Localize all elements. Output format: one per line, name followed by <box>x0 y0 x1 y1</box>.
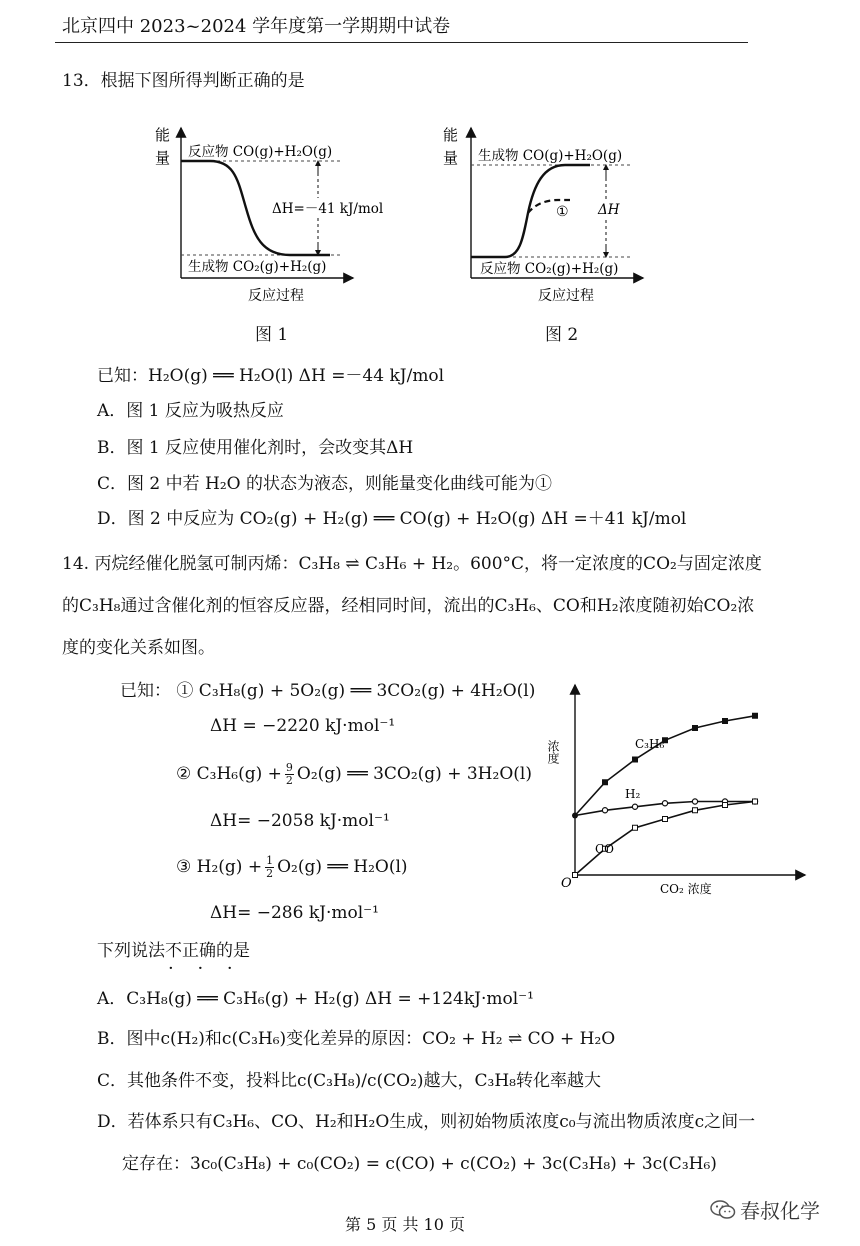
fraction-one-half: $\frac{1}{2}$ <box>266 854 274 880</box>
wechat-icon <box>710 1199 736 1226</box>
q14-known-2 <box>176 762 532 787</box>
fig2-xlabel: 反应过程 <box>538 288 594 304</box>
q14-option-c: C．其他条件不变，投料比c(C₃H₈)/c(CO₂)越大，C₃H₈转化率越大 <box>97 1071 601 1091</box>
q13-stem: 13．根据下图所得判断正确的是 <box>62 71 305 91</box>
q13-figure-2 <box>440 118 680 317</box>
fig2-dh-label: ΔH <box>598 202 620 218</box>
series-point-0-6 <box>753 713 758 718</box>
header-rule <box>55 42 748 43</box>
series-point-0-1 <box>603 780 608 785</box>
q14-option-d-line-2: 定存在：3c₀(C₃H₈) + c₀(CO₂) = c(CO) + c(CO₂) + 3c(C₃H₈) + 3c(C₃H₆) <box>122 1154 717 1174</box>
shared-start-point <box>572 813 578 819</box>
series-point-2-5 <box>723 803 728 808</box>
q14-dh-2: ΔH= −2058 kJ·mol⁻¹ <box>210 811 390 831</box>
q14-known-1: 已知： ① C₃H₈(g) + 5O₂(g) ══ 3CO₂(g) + 4H₂O(l) <box>120 681 536 701</box>
q14-option-b: B．图中c(H₂)和c(C₃H₆)变化差异的原因：CO₂ + H₂ ⇌ CO + H₂O <box>97 1029 616 1049</box>
fig1-caption: 图 1 <box>255 325 289 345</box>
page-number: 第 5 页 共 10 页 <box>345 1215 465 1234</box>
q13-figure-1 <box>150 118 390 317</box>
fig2-caption: 图 2 <box>545 325 579 345</box>
q13-option-a: A．图 1 反应为吸热反应 <box>97 401 284 421</box>
series-label-1: H₂ <box>625 787 641 801</box>
chart-ylabel: 浓度 <box>546 740 560 764</box>
watermark <box>710 1195 820 1226</box>
fig1-bottom-label: 生成物 CO₂(g)+H₂(g) <box>188 259 327 275</box>
q14-option-d-line-1: D．若体系只有C₃H₆、CO、H₂和H₂O生成，则初始物质浓度c₀与流出物质浓度c之间一 <box>97 1112 756 1132</box>
q13-option-b: B．图 1 反应使用催化剂时，会改变其ΔH <box>97 438 414 458</box>
series-point-0-4 <box>693 726 698 731</box>
q14-stem-line-2: 的C₃H₈通过含催化剂的恒容反应器，经相同时间，流出的C₃H₆、CO和H₂浓度随初始CO₂浓 <box>62 596 755 616</box>
fig2-bottom-label: 反应物 CO₂(g)+H₂(g) <box>480 261 619 277</box>
q14-known-3-b: O₂(g) ══ H₂O(l) <box>277 857 408 877</box>
series-point-2-0 <box>573 873 578 878</box>
q14-ask-text: 下列说法不正确的是 <box>97 941 250 961</box>
q13-known: 已知：H₂O(g) ══ H₂O(l) ΔH =－44 kJ/mol <box>97 366 445 386</box>
fig1-ylabel-1: 能 <box>155 126 171 144</box>
fig1-top-label: 反应物 CO(g)+H₂O(g) <box>188 144 333 160</box>
q14-dh-3: ΔH= −286 kJ·mol⁻¹ <box>210 903 379 923</box>
q14-known-2-b: O₂(g) ══ 3CO₂(g) + 3H₂O(l) <box>296 764 532 784</box>
fraction-nine-halves: $\frac{9}{2}$ <box>285 761 293 787</box>
series-point-2-6 <box>753 799 758 804</box>
series-line-2 <box>575 802 755 876</box>
series-label-2: CO <box>595 842 615 856</box>
emphasis-dots: · · · <box>168 958 242 979</box>
fig1-dh-label: ΔH=－41 kJ/mol <box>272 201 384 217</box>
series-point-2-3 <box>663 817 668 822</box>
series-point-1-2 <box>632 804 637 809</box>
q14-stem-line-1: 14. 丙烷经催化脱氢可制丙烯：C₃H₈ ⇌ C₃H₆ + H₂。600°C，将一定浓度的CO₂与固定浓度 <box>62 554 762 574</box>
chart-xlabel: CO₂ 浓度 <box>660 882 712 896</box>
series-point-0-5 <box>723 719 728 724</box>
q14-stem-line-3: 度的变化关系如图。 <box>62 638 215 658</box>
q14-known-3 <box>176 855 408 880</box>
q14-known-2-a: ② C₃H₆(g) + <box>176 764 282 784</box>
watermark-text: 春叔化学 <box>740 1199 820 1223</box>
q13-option-c: C．图 2 中若 H₂O 的状态为液态，则能量变化曲线可能为① <box>97 474 553 494</box>
q14-dh-1: ΔH = −2220 kJ·mol⁻¹ <box>210 716 396 736</box>
fig2-curve-marker: ① <box>556 204 569 220</box>
series-point-2-4 <box>693 808 698 813</box>
q14-known-3-a: ③ H₂(g) + <box>176 857 263 877</box>
chart-origin-label: O <box>561 876 572 891</box>
fig2-ylabel-1: 能 <box>443 126 459 144</box>
fig1-ylabel-2: 量 <box>155 149 171 167</box>
fig2-top-label: 生成物 CO(g)+H₂O(g) <box>478 148 623 164</box>
fig2-ylabel-2: 量 <box>443 149 459 167</box>
exam-header-title: 北京四中 2023~2024 学年度第一学期期中试卷 <box>62 16 451 37</box>
series-label-0: C₃H₆ <box>635 737 665 751</box>
series-point-2-2 <box>633 825 638 830</box>
series-point-1-1 <box>602 808 607 813</box>
series-point-0-2 <box>633 757 638 762</box>
series-point-1-3 <box>662 801 667 806</box>
series-point-1-4 <box>692 799 697 804</box>
q13-option-d: D．图 2 中反应为 CO₂(g) + H₂(g) ══ CO(g) + H₂O(g) ΔH =＋41 kJ/mol <box>97 509 687 529</box>
fig1-xlabel: 反应过程 <box>248 288 304 304</box>
q14-concentration-chart <box>546 680 815 909</box>
q14-option-a: A．C₃H₈(g) ══ C₃H₆(g) + H₂(g) ΔH = +124kJ·mol⁻¹ <box>97 989 534 1009</box>
